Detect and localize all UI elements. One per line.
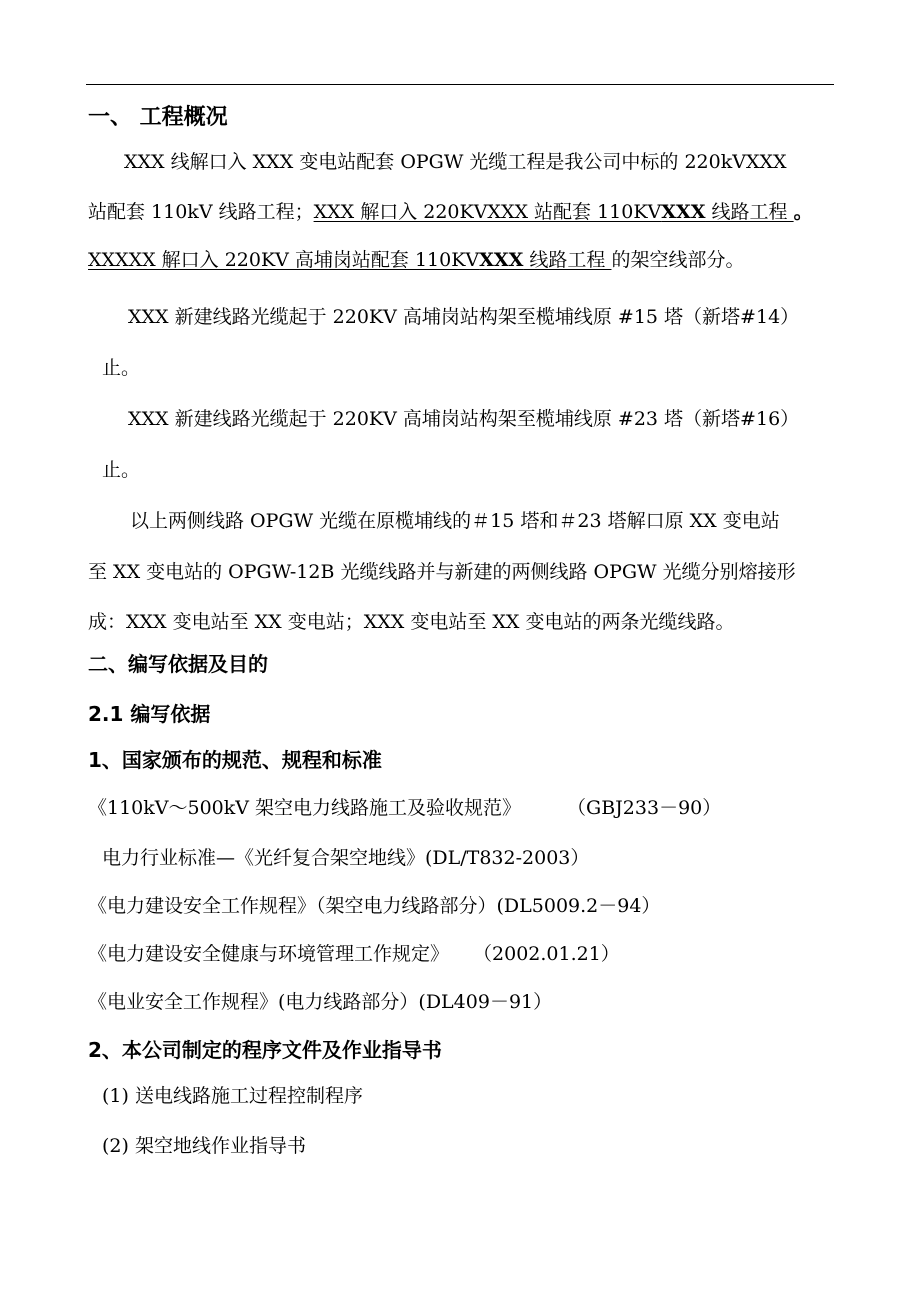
standard-5: 《电业安全工作规程》(电力线路部分）(DL409－91）	[88, 991, 553, 1013]
header-rule	[86, 84, 834, 85]
standard-1: 《110kV～500kV 架空电力线路施工及验收规范》 （GBJ233－90）	[88, 797, 722, 819]
p1-line-2: 站配套 110kV 线路工程；XXX 解口入 220KVXXX 站配套 110KVXXX 线路工程 。	[88, 201, 813, 223]
standard-4: 《电力建设安全健康与环境管理工作规定》 （2002.01.21）	[88, 943, 620, 965]
p1-line-1: XXX 线解口入 XXX 变电站配套 OPGW 光缆工程是我公司中标的 220kVXXX	[124, 151, 787, 173]
p2-line-1: XXX 新建线路光缆起于 220KV 高埔岗站构架至榄埔线原 #15 塔（新塔#14）	[128, 306, 800, 328]
standard-2: 电力行业标准—《光纤复合架空地线》(DL/T832-2003）	[102, 847, 590, 869]
p4-line-2: 至 XX 变电站的 OPGW-12B 光缆线路并与新建的两侧线路 OPGW 光缆分别熔接形	[88, 561, 796, 583]
p3-line-1: XXX 新建线路光缆起于 220KV 高埔岗站构架至榄埔线原 #23 塔（新塔#16）	[128, 408, 800, 430]
p4-line-3: 成：XXX 变电站至 XX 变电站；XXX 变电站至 XX 变电站的两条光缆线路。	[88, 611, 735, 633]
document-1: (1) 送电线路施工过程控制程序	[102, 1085, 363, 1107]
item-2-title: 2、本公司制定的程序文件及作业指导书	[88, 1038, 442, 1062]
subsection-2-1-title: 2.1 编写依据	[88, 702, 211, 726]
p2-line-2: 止。	[102, 357, 141, 379]
item-1-title: 1、国家颁布的规范、规程和标准	[88, 748, 382, 772]
section-2-title: 二、编写依据及目的	[88, 652, 268, 676]
p3-line-2: 止。	[102, 459, 141, 481]
standard-3: 《电力建设安全工作规程》（架空电力线路部分）(DL5009.2－94）	[88, 895, 661, 917]
p1-line-3: XXXXX 解口入 220KV 高埔岗站配套 110KVXXX 线路工程 的架空线部分。	[88, 249, 745, 271]
p4-line-1: 以上两侧线路 OPGW 光缆在原榄埔线的＃15 塔和＃23 塔解口原 XX 变电站	[130, 510, 780, 532]
document-2: (2) 架空地线作业指导书	[102, 1135, 306, 1157]
section-1-title: 一、 工程概况	[88, 105, 228, 130]
